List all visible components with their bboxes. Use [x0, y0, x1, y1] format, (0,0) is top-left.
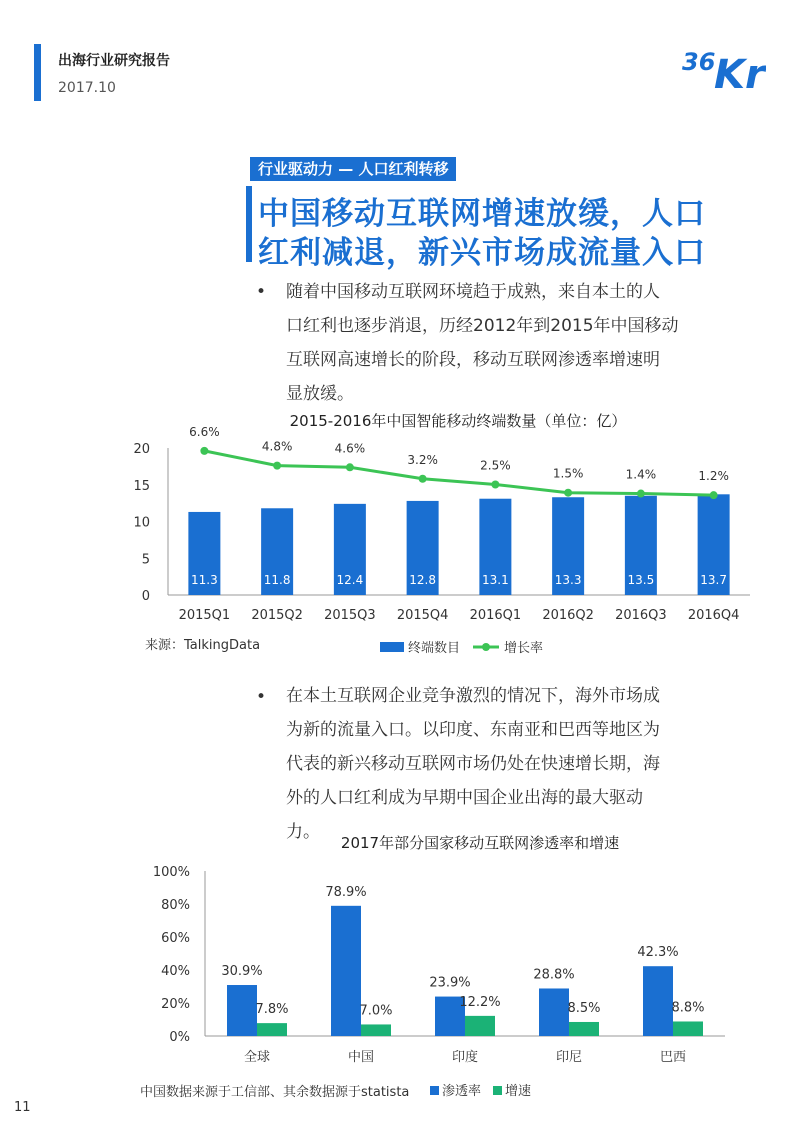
legend-label: 增长率: [504, 641, 544, 656]
paragraph-2-line: 外的人口红利成为早期中国企业出海的最大驱动: [286, 788, 643, 808]
y-tick-label: 80%: [161, 898, 190, 913]
growth-point: [273, 462, 281, 470]
bar-penetration: [331, 906, 361, 1036]
bar-value-label: 13.5: [627, 573, 655, 587]
bar-growth: [673, 1021, 703, 1036]
chart-title: 2017年部分国家移动互联网渗透率和增速: [340, 834, 620, 852]
y-tick-label: 20: [133, 442, 150, 457]
chart-title: 2015-2016年中国智能移动终端数量（单位：亿）: [289, 412, 627, 430]
legend-swatch-growth: [493, 1086, 502, 1095]
paragraph-1-line: 随着中国移动互联网环境趋于成熟，来自本土的人: [286, 282, 660, 302]
legend-swatch-marker: [482, 643, 490, 651]
growth-label: 1.4%: [625, 467, 657, 482]
bar-value-label: 12.4: [336, 573, 364, 587]
chart-source: 来源：TalkingData: [145, 638, 261, 653]
paragraph-2: [286, 679, 716, 849]
x-tick-label: 中国: [347, 1050, 375, 1065]
growth-label: 3.2%: [407, 452, 438, 467]
legend-label: 渗透率: [442, 1084, 482, 1099]
growth-label: 1.2%: [698, 469, 729, 484]
paragraph-1-line: 显放缓。: [286, 384, 354, 404]
bar-value-label: 30.9%: [221, 964, 263, 980]
y-tick-label: 20%: [161, 997, 190, 1012]
bar-growth: [361, 1024, 391, 1036]
bar-growth: [257, 1023, 287, 1036]
headline-line-1: 中国移动互联网增速放缓，人口: [258, 196, 706, 232]
y-tick-label: 100%: [152, 865, 190, 880]
bar-value-label: 11.8: [263, 573, 291, 587]
growth-point: [346, 463, 354, 471]
x-tick-label: 全球: [243, 1050, 271, 1065]
growth-point: [491, 481, 499, 489]
bullet-1: •: [256, 282, 267, 302]
bar-growth: [569, 1022, 599, 1036]
bar-value-label: 11.3: [191, 573, 218, 587]
bar-value-label: 23.9%: [429, 975, 471, 991]
paragraph-2-line: 在本土互联网企业竞争激烈的情况下，海外市场成: [286, 686, 660, 706]
bar-value-label: 13.1: [482, 573, 509, 587]
bar-value-label: 78.9%: [325, 884, 367, 900]
legend-label: 增速: [505, 1084, 532, 1099]
x-tick-label: 2015Q4: [396, 608, 449, 623]
growth-point: [710, 491, 718, 499]
paragraph-2-line: 代表的新兴移动互联网市场仍处在快速增长期，海: [286, 754, 660, 774]
growth-point: [564, 489, 572, 497]
growth-label: 6.6%: [189, 424, 220, 439]
header-accent-bar: [34, 44, 41, 101]
report-title: 出海行业研究报告: [58, 53, 170, 69]
y-tick-label: 5: [141, 552, 150, 568]
x-tick-label: 2016Q1: [469, 608, 522, 623]
bar-value-label: 28.8%: [533, 967, 575, 983]
x-tick-label: 印尼: [555, 1050, 583, 1065]
x-tick-label: 巴西: [659, 1050, 687, 1065]
growth-label: 1.5%: [552, 466, 584, 481]
bar-penetration: [227, 985, 257, 1036]
bar-penetration: [643, 966, 673, 1036]
bar-value-label: 12.8: [409, 573, 436, 587]
section-tag: 行业驱动力 — 人口红利转移: [250, 157, 456, 181]
paragraph-1-line: 口红利也逐步消退，历经2012年到2015年中国移动: [286, 316, 679, 336]
legend-swatch-penetration: [430, 1086, 439, 1095]
paragraph-1: [286, 275, 716, 411]
y-tick-label: 10: [133, 515, 150, 531]
terminal-count-chart: [0, 405, 794, 660]
report-date: 2017.10: [58, 80, 116, 96]
x-tick-label: 2016Q4: [687, 608, 740, 623]
bar-value-label: 13.7: [700, 573, 727, 587]
x-tick-label: 2015Q3: [324, 608, 376, 623]
bar-value-label: 7.0%: [359, 1003, 393, 1019]
chart-source: 中国数据来源于工信部、其余数据源于statista: [140, 1085, 410, 1100]
paragraph-2-line: 为新的流量入口。以印度、东南亚和巴西等地区为: [286, 720, 660, 740]
penetration-rate-chart: [0, 828, 794, 1108]
x-tick-label: 2015Q1: [178, 608, 231, 623]
paragraph-1-line: 互联网高速增长的阶段，移动互联网渗透率增速明: [286, 350, 660, 370]
bullet-2: •: [256, 687, 267, 707]
bar-value-label: 12.2%: [459, 994, 501, 1010]
headline-accent-bar: [246, 186, 252, 262]
growth-label: 4.6%: [334, 441, 366, 456]
page-number: 11: [14, 1100, 31, 1115]
bar-value-label: 8.8%: [671, 1000, 705, 1016]
growth-point: [200, 447, 208, 455]
growth-label: 4.8%: [261, 439, 293, 454]
paragraph-2-line: 力。: [286, 822, 320, 842]
y-tick-label: 0%: [169, 1030, 190, 1045]
headline-line-2: 红利减退，新兴市场成流量入口: [258, 235, 706, 271]
bar-penetration: [539, 988, 569, 1036]
y-tick-label: 40%: [161, 964, 190, 979]
y-tick-label: 15: [133, 478, 150, 494]
bar-value-label: 42.3%: [637, 945, 679, 961]
logo-number: 36: [682, 48, 716, 76]
legend-label: 终端数目: [408, 641, 461, 656]
y-tick-label: 0: [141, 589, 150, 604]
y-tick-label: 60%: [161, 931, 190, 946]
x-tick-label: 2015Q2: [251, 608, 303, 623]
bar-value-label: 13.3: [554, 573, 582, 587]
logo-letters: Kr: [714, 52, 765, 92]
bar-value-label: 7.8%: [255, 1002, 289, 1018]
36kr-logo: [682, 40, 766, 92]
bar-growth: [465, 1016, 495, 1036]
growth-label: 2.5%: [480, 458, 511, 473]
growth-point: [419, 475, 427, 483]
legend-swatch-bar: [380, 642, 404, 652]
growth-point: [637, 490, 645, 498]
x-tick-label: 2016Q2: [542, 608, 594, 623]
bar-value-label: 8.5%: [567, 1000, 601, 1016]
x-tick-label: 2016Q3: [615, 608, 667, 623]
x-tick-label: 印度: [451, 1050, 479, 1065]
